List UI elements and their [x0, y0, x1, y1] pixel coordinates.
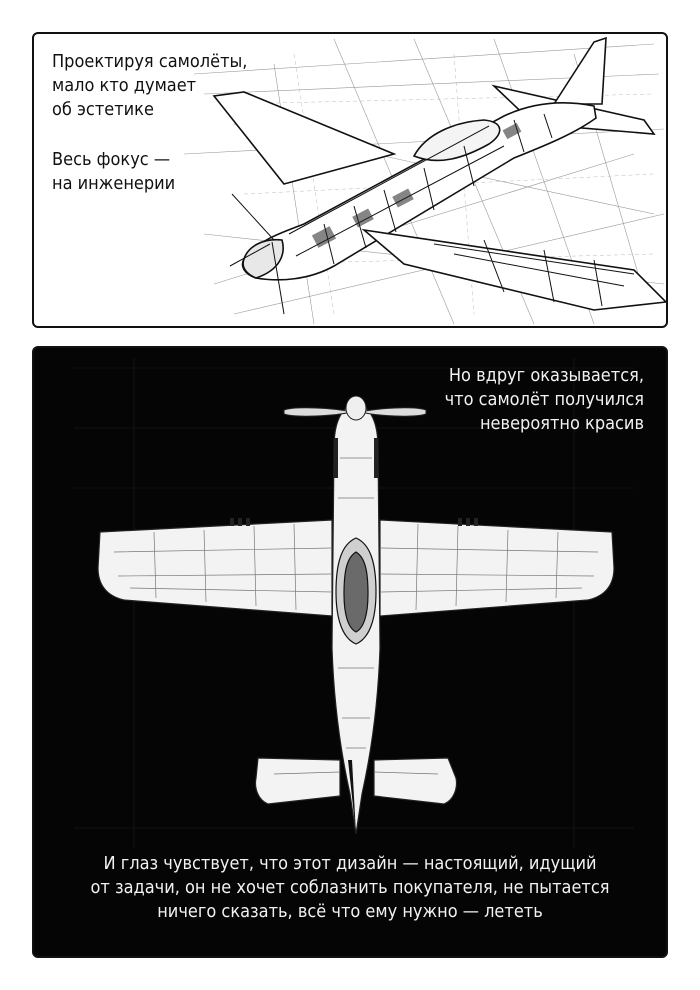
comic-panel-1 — [32, 32, 668, 328]
caption-line: мало кто думает — [52, 75, 197, 96]
narration-caption — [52, 148, 175, 196]
narration-caption — [445, 364, 644, 436]
caption-line: ничего сказать, всё что ему нужно — лететь — [157, 901, 543, 922]
caption-line: от задачи, он не хочет соблазнить покупателя, не пытается — [90, 877, 610, 898]
caption-line: что самолёт получился — [444, 389, 644, 410]
caption-line: Весь фокус — — [52, 149, 171, 170]
comic-panel-2 — [32, 346, 668, 958]
narration-caption — [34, 852, 666, 924]
caption-line: об эстетике — [52, 99, 154, 120]
caption-line: на инженерии — [52, 173, 176, 194]
caption-line: Проектируя самолёты, — [52, 51, 248, 72]
caption-line: И глаз чувствует, что этот дизайн — настоящий, идущий — [103, 853, 597, 874]
narration-caption — [52, 50, 247, 122]
caption-line: Но вдруг оказывается, — [448, 365, 644, 386]
caption-line: невероятно красив — [479, 413, 644, 434]
